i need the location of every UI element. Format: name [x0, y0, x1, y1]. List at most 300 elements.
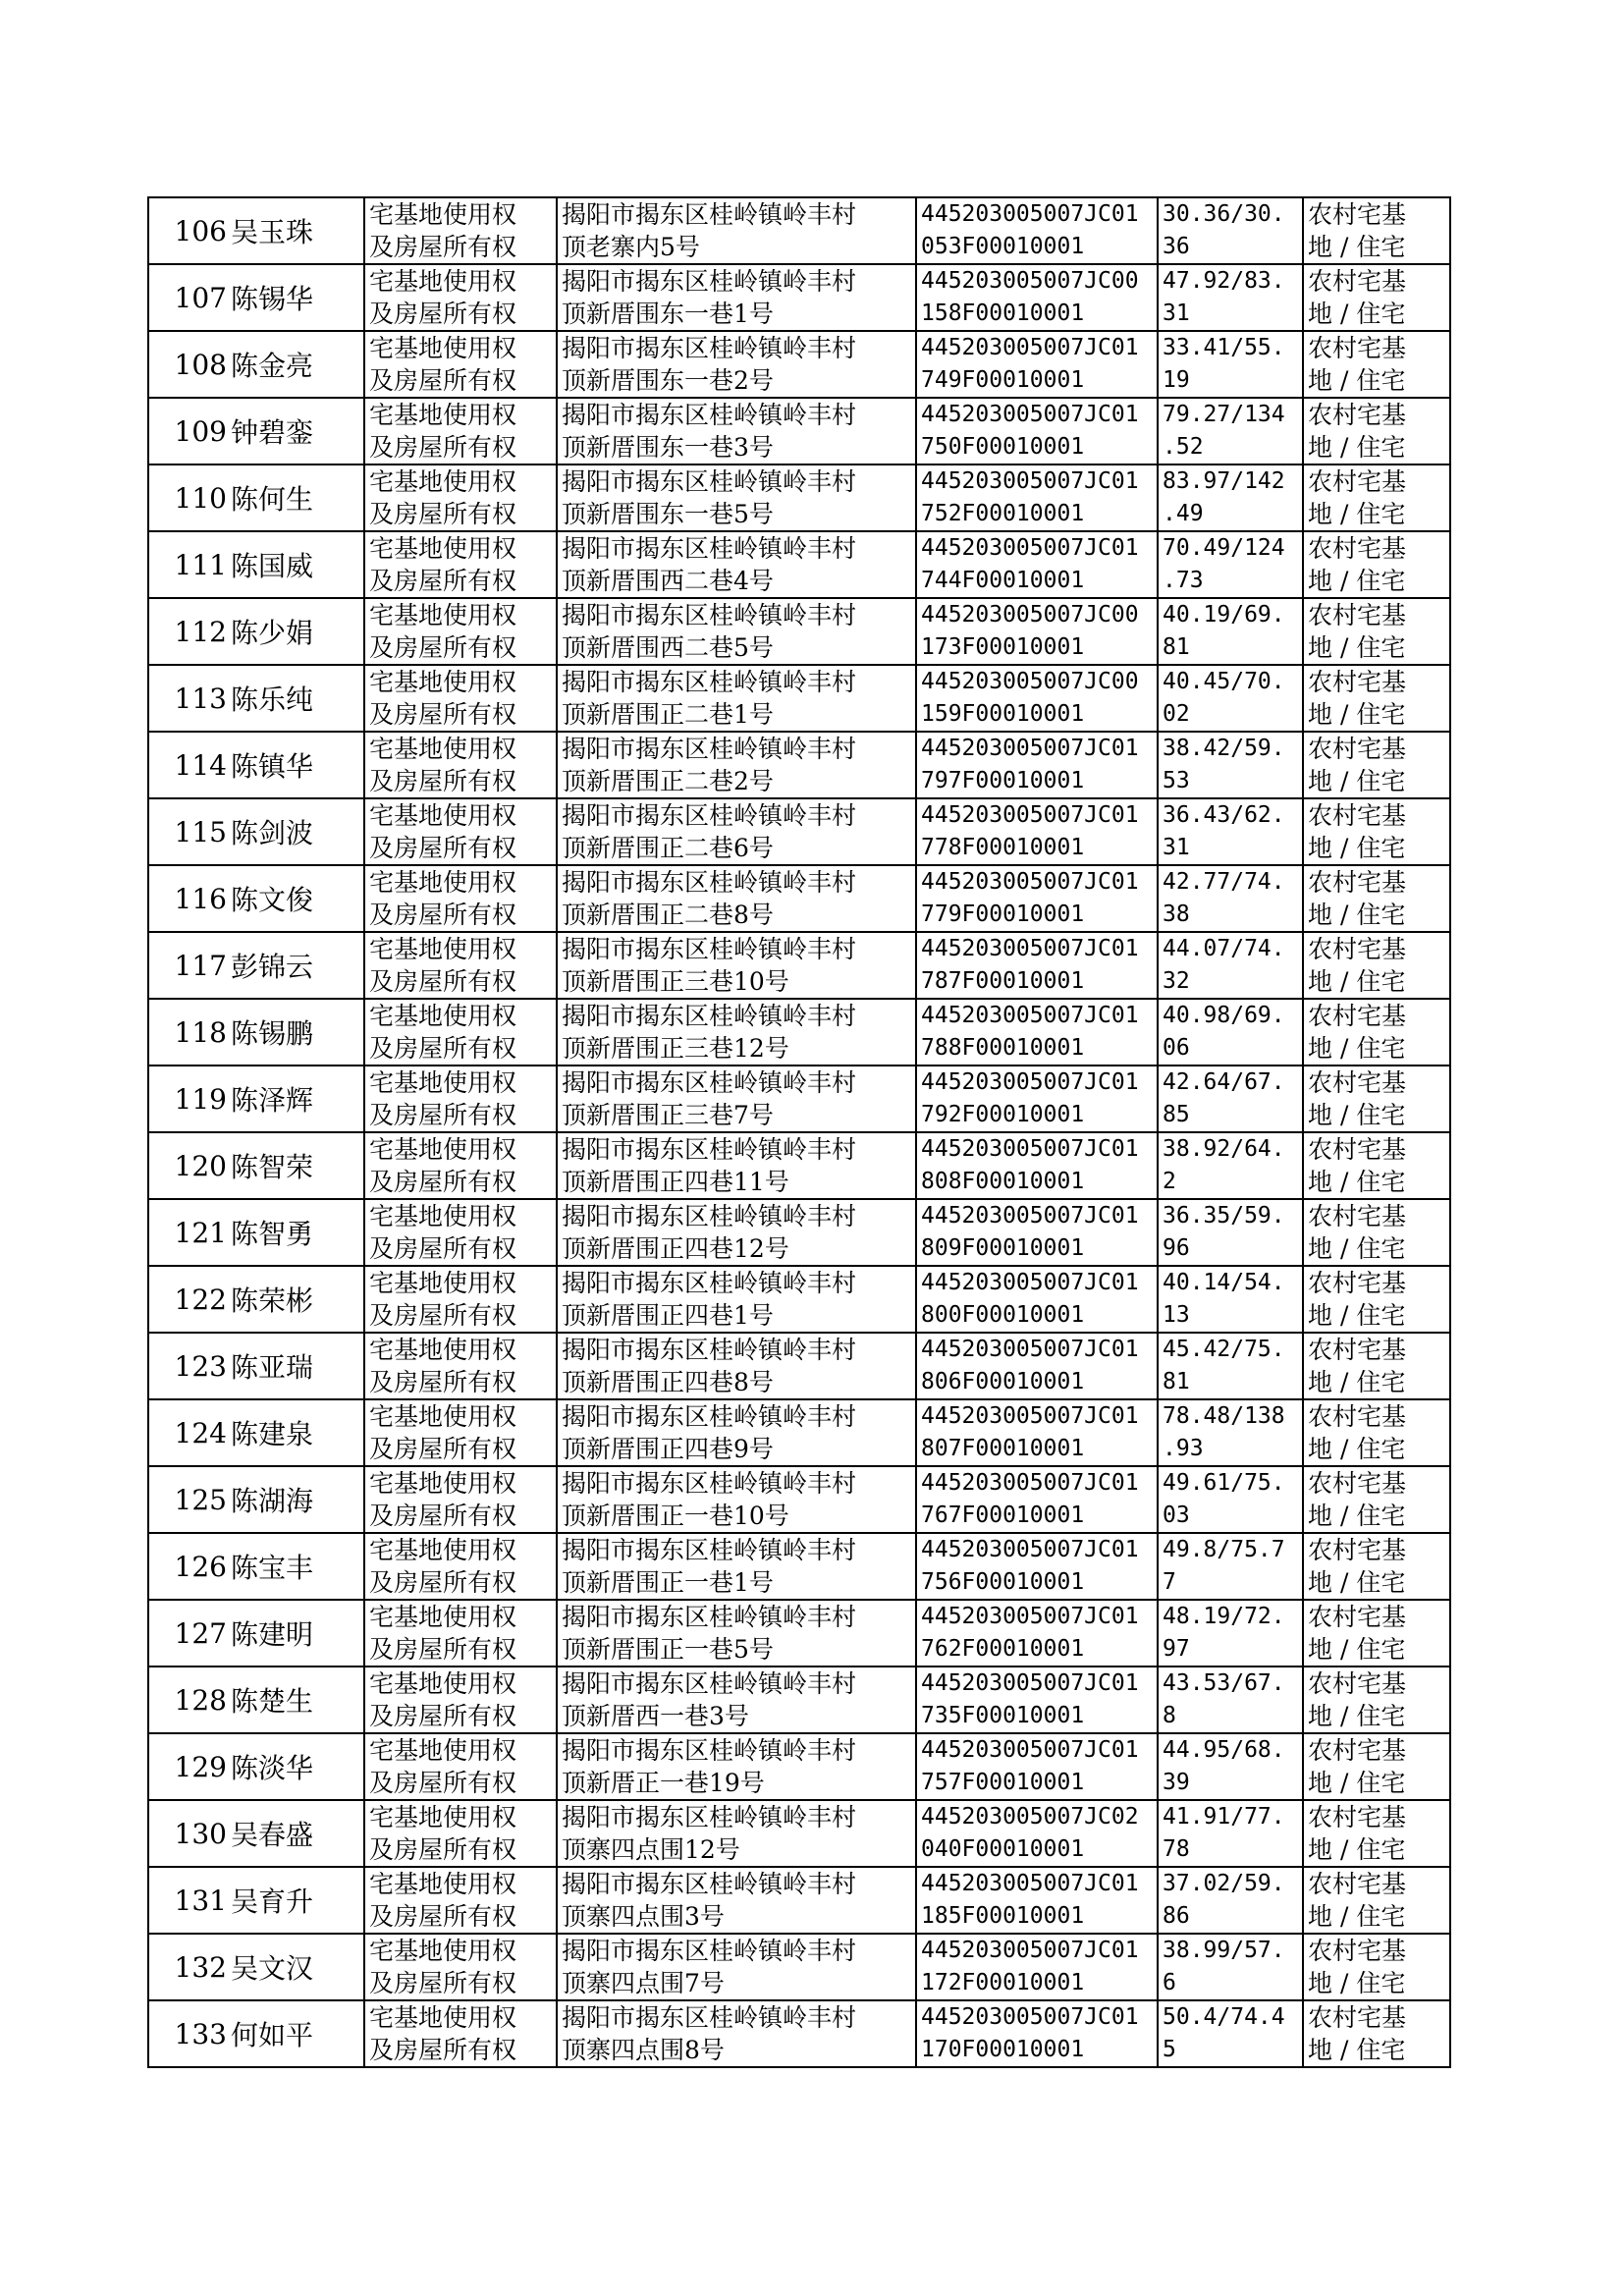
property-code-line-2: 757F00010001: [921, 1770, 1085, 1795]
right-type-line-2: 及房屋所有权: [369, 967, 517, 996]
table-row: [148, 331, 1450, 398]
row-number-cell: 120: [148, 1132, 229, 1199]
owner-name-cell: 陈楚生: [229, 1667, 364, 1733]
land-use-line-2: 地 / 住宅: [1308, 834, 1406, 862]
property-code-cell: [916, 398, 1158, 464]
right-type-line-1: 宅基地使用权: [369, 334, 517, 362]
table-row: [148, 1399, 1450, 1466]
row-number-cell: 106: [148, 197, 229, 264]
area-line-1: 40.19/69.: [1163, 602, 1285, 628]
table-row: [148, 598, 1450, 665]
right-type-line-2: 及房屋所有权: [369, 366, 517, 395]
area-line-2: 78: [1163, 1836, 1190, 1862]
area-cell: [1158, 1399, 1303, 1466]
property-code-line-2: 788F00010001: [921, 1035, 1085, 1061]
area-line-2: 32: [1163, 968, 1190, 994]
table-row: [148, 1132, 1450, 1199]
address-line-2: 顶新厝围东一巷1号: [562, 300, 774, 328]
right-type-cell: [364, 865, 557, 932]
row-number-cell: 121: [148, 1199, 229, 1266]
row-number-cell: 115: [148, 798, 229, 865]
property-code-line-1: 445203005007JC01: [921, 1537, 1139, 1562]
table-row: [148, 1266, 1450, 1333]
address-line-2: 顶新厝围正四巷8号: [562, 1368, 774, 1396]
property-code-line-1: 445203005007JC01: [921, 468, 1139, 494]
right-type-line-1: 宅基地使用权: [369, 935, 517, 963]
area-line-2: 53: [1163, 768, 1190, 793]
land-use-line-1: 农村宅基: [1308, 1269, 1407, 1297]
property-code-line-1: 445203005007JC01: [921, 1670, 1139, 1696]
land-use-line-1: 农村宅基: [1308, 668, 1407, 696]
address-line-2: 顶新厝正一巷19号: [562, 1769, 765, 1797]
area-line-1: 42.64/67.: [1163, 1069, 1285, 1095]
land-use-line-2: 地 / 住宅: [1308, 700, 1406, 729]
right-type-line-2: 及房屋所有权: [369, 901, 517, 929]
property-code-line-2: 762F00010001: [921, 1636, 1085, 1662]
right-type-line-1: 宅基地使用权: [369, 668, 517, 696]
area-line-2: 2: [1163, 1169, 1176, 1194]
land-use-line-2: 地 / 住宅: [1308, 633, 1406, 662]
land-use-line-1: 农村宅基: [1308, 601, 1407, 629]
owner-name-cell: 陈湖海: [229, 1466, 364, 1533]
table-row: [148, 1667, 1450, 1733]
right-type-line-2: 及房屋所有权: [369, 1969, 517, 1997]
right-type-line-1: 宅基地使用权: [369, 467, 517, 496]
area-line-2: 19: [1163, 367, 1190, 393]
property-code-line-1: 445203005007JC01: [921, 802, 1139, 828]
address-line-2: 顶新厝围西二巷5号: [562, 633, 774, 662]
right-type-line-2: 及房屋所有权: [369, 1368, 517, 1396]
address-cell: [557, 598, 916, 665]
row-number-cell: 110: [148, 464, 229, 531]
area-line-2: 5: [1163, 2037, 1176, 2062]
property-code-line-1: 445203005007JC01: [921, 1069, 1139, 1095]
area-line-2: 06: [1163, 1035, 1190, 1061]
property-code-line-1: 445203005007JC01: [921, 736, 1139, 761]
address-cell: [557, 665, 916, 732]
right-type-line-2: 及房屋所有权: [369, 834, 517, 862]
right-type-cell: [364, 1333, 557, 1399]
address-line-2: 顶新厝围正二巷1号: [562, 700, 774, 729]
area-cell: [1158, 331, 1303, 398]
area-line-2: 03: [1163, 1503, 1190, 1528]
row-number-cell: 113: [148, 665, 229, 732]
right-type-line-1: 宅基地使用权: [369, 601, 517, 629]
address-cell: [557, 1800, 916, 1867]
property-code-line-1: 445203005007JC01: [921, 1470, 1139, 1496]
owner-name-cell: 陈何生: [229, 464, 364, 531]
right-type-line-1: 宅基地使用权: [369, 401, 517, 429]
area-cell: [1158, 1934, 1303, 2000]
land-use-line-1: 农村宅基: [1308, 868, 1407, 897]
right-type-line-1: 宅基地使用权: [369, 1603, 517, 1631]
right-type-cell: [364, 1733, 557, 1800]
land-use-cell: [1303, 732, 1450, 798]
table-row: [148, 1600, 1450, 1667]
property-code-line-2: 778F00010001: [921, 835, 1085, 860]
land-use-line-2: 地 / 住宅: [1308, 1835, 1406, 1864]
land-use-line-1: 农村宅基: [1308, 1536, 1407, 1564]
land-use-cell: [1303, 331, 1450, 398]
land-use-line-1: 农村宅基: [1308, 735, 1407, 763]
address-line-1: 揭阳市揭东区桂岭镇岭丰村: [562, 801, 857, 830]
address-line-2: 顶新厝围正三巷10号: [562, 967, 789, 996]
land-use-line-2: 地 / 住宅: [1308, 433, 1406, 462]
property-code-line-1: 445203005007JC01: [921, 869, 1139, 895]
row-number-cell: 131: [148, 1867, 229, 1934]
right-type-line-1: 宅基地使用权: [369, 1736, 517, 1765]
address-line-2: 顶老寨内5号: [562, 233, 700, 261]
right-type-cell: [364, 531, 557, 598]
area-line-1: 40.98/69.: [1163, 1003, 1285, 1028]
owner-name-cell: 陈镇华: [229, 732, 364, 798]
table-row: [148, 464, 1450, 531]
address-line-2: 顶新厝围正二巷6号: [562, 834, 774, 862]
address-line-1: 揭阳市揭东区桂岭镇岭丰村: [562, 2003, 857, 2032]
property-code-line-1: 445203005007JC01: [921, 1604, 1139, 1629]
address-cell: [557, 1667, 916, 1733]
right-type-line-2: 及房屋所有权: [369, 233, 517, 261]
right-type-line-2: 及房屋所有权: [369, 1769, 517, 1797]
right-type-line-1: 宅基地使用权: [369, 1937, 517, 1965]
right-type-cell: [364, 398, 557, 464]
right-type-line-2: 及房屋所有权: [369, 1902, 517, 1931]
area-line-2: 13: [1163, 1302, 1190, 1328]
right-type-line-2: 及房屋所有权: [369, 2036, 517, 2064]
owner-name-cell: 陈乐纯: [229, 665, 364, 732]
address-line-2: 顶新厝围正四巷11号: [562, 1168, 789, 1196]
owner-name-cell: 陈剑波: [229, 798, 364, 865]
area-line-2: 31: [1163, 301, 1190, 326]
table-row: [148, 932, 1450, 999]
area-line-1: 36.43/62.: [1163, 802, 1285, 828]
property-code-cell: [916, 331, 1158, 398]
land-use-line-1: 农村宅基: [1308, 1336, 1407, 1364]
owner-name-cell: 陈宝丰: [229, 1533, 364, 1600]
property-code-cell: [916, 264, 1158, 331]
right-type-line-1: 宅基地使用权: [369, 1002, 517, 1030]
right-type-cell: [364, 1800, 557, 1867]
property-code-line-2: 800F00010001: [921, 1302, 1085, 1328]
right-type-line-1: 宅基地使用权: [369, 735, 517, 763]
row-number-cell: 112: [148, 598, 229, 665]
property-code-line-1: 445203005007JC01: [921, 1270, 1139, 1295]
land-use-cell: [1303, 1867, 1450, 1934]
land-use-line-2: 地 / 住宅: [1308, 1502, 1406, 1530]
right-type-line-1: 宅基地使用权: [369, 801, 517, 830]
area-cell: [1158, 197, 1303, 264]
right-type-line-2: 及房屋所有权: [369, 767, 517, 795]
area-cell: [1158, 2000, 1303, 2067]
address-line-1: 揭阳市揭东区桂岭镇岭丰村: [562, 1870, 857, 1898]
address-cell: [557, 1600, 916, 1667]
area-line-1: 83.97/142: [1163, 468, 1285, 494]
area-line-2: 02: [1163, 701, 1190, 727]
property-code-line-1: 445203005007JC01: [921, 936, 1139, 961]
address-cell: [557, 999, 916, 1066]
land-use-line-2: 地 / 住宅: [1308, 1435, 1406, 1463]
address-cell: [557, 1934, 916, 2000]
property-code-line-2: 807F00010001: [921, 1436, 1085, 1461]
table-row: [148, 999, 1450, 1066]
land-use-line-2: 地 / 住宅: [1308, 1568, 1406, 1597]
row-number-cell: 118: [148, 999, 229, 1066]
right-type-cell: [364, 999, 557, 1066]
right-type-cell: [364, 2000, 557, 2067]
right-type-line-1: 宅基地使用权: [369, 1469, 517, 1498]
property-code-line-2: 053F00010001: [921, 234, 1085, 259]
owner-name-cell: 陈建泉: [229, 1399, 364, 1466]
right-type-line-2: 及房屋所有权: [369, 1435, 517, 1463]
property-code-line-1: 445203005007JC01: [921, 1871, 1139, 1896]
right-type-line-1: 宅基地使用权: [369, 267, 517, 296]
land-use-cell: [1303, 464, 1450, 531]
address-line-1: 揭阳市揭东区桂岭镇岭丰村: [562, 467, 857, 496]
address-line-1: 揭阳市揭东区桂岭镇岭丰村: [562, 1336, 857, 1364]
property-code-line-1: 445203005007JC01: [921, 1136, 1139, 1162]
property-code-line-2: 172F00010001: [921, 1970, 1085, 1995]
land-use-cell: [1303, 1733, 1450, 1800]
area-line-2: 86: [1163, 1903, 1190, 1929]
area-line-1: 48.19/72.: [1163, 1604, 1285, 1629]
property-code-line-2: 173F00010001: [921, 634, 1085, 660]
right-type-cell: [364, 1132, 557, 1199]
land-use-line-1: 农村宅基: [1308, 1870, 1407, 1898]
property-code-line-2: 735F00010001: [921, 1703, 1085, 1728]
area-line-2: 36: [1163, 234, 1190, 259]
address-line-1: 揭阳市揭东区桂岭镇岭丰村: [562, 267, 857, 296]
right-type-line-1: 宅基地使用权: [369, 1536, 517, 1564]
land-use-cell: [1303, 1600, 1450, 1667]
right-type-line-1: 宅基地使用权: [369, 1336, 517, 1364]
owner-name-cell: 陈智勇: [229, 1199, 364, 1266]
property-code-cell: [916, 1066, 1158, 1132]
land-use-line-2: 地 / 住宅: [1308, 1769, 1406, 1797]
address-cell: [557, 464, 916, 531]
property-code-cell: [916, 598, 1158, 665]
property-code-line-2: 806F00010001: [921, 1369, 1085, 1394]
area-line-1: 38.99/57.: [1163, 1938, 1285, 1963]
property-code-cell: [916, 1132, 1158, 1199]
row-number-cell: 126: [148, 1533, 229, 1600]
land-use-line-2: 地 / 住宅: [1308, 1702, 1406, 1730]
land-use-line-1: 农村宅基: [1308, 1135, 1407, 1164]
row-number-cell: 109: [148, 398, 229, 464]
row-number-cell: 125: [148, 1466, 229, 1533]
property-code-cell: [916, 999, 1158, 1066]
land-use-line-1: 农村宅基: [1308, 1202, 1407, 1230]
land-use-cell: [1303, 1533, 1450, 1600]
address-line-1: 揭阳市揭东区桂岭镇岭丰村: [562, 735, 857, 763]
address-line-2: 顶新厝围正三巷7号: [562, 1101, 774, 1129]
owner-name-cell: 吴文汉: [229, 1934, 364, 2000]
right-type-cell: [364, 264, 557, 331]
registration-table: [147, 196, 1451, 2068]
area-line-1: 36.35/59.: [1163, 1203, 1285, 1229]
area-cell: [1158, 1800, 1303, 1867]
right-type-line-1: 宅基地使用权: [369, 1135, 517, 1164]
table-row: [148, 1800, 1450, 1867]
address-line-1: 揭阳市揭东区桂岭镇岭丰村: [562, 1937, 857, 1965]
owner-name-cell: 陈建明: [229, 1600, 364, 1667]
property-code-line-2: 749F00010001: [921, 367, 1085, 393]
land-use-cell: [1303, 999, 1450, 1066]
area-line-2: 81: [1163, 1369, 1190, 1394]
area-line-1: 40.45/70.: [1163, 669, 1285, 694]
area-line-1: 49.8/75.7: [1163, 1537, 1285, 1562]
area-line-1: 70.49/124: [1163, 535, 1285, 561]
table-row: [148, 665, 1450, 732]
right-type-line-2: 及房屋所有权: [369, 1034, 517, 1063]
address-line-1: 揭阳市揭东区桂岭镇岭丰村: [562, 1736, 857, 1765]
property-code-cell: [916, 1800, 1158, 1867]
address-line-2: 顶寨四点围8号: [562, 2036, 725, 2064]
property-code-cell: [916, 531, 1158, 598]
owner-name-cell: 钟碧銮: [229, 398, 364, 464]
table-row: [148, 531, 1450, 598]
area-cell: [1158, 1199, 1303, 1266]
address-line-2: 顶新厝围正四巷1号: [562, 1301, 774, 1330]
address-line-1: 揭阳市揭东区桂岭镇岭丰村: [562, 334, 857, 362]
area-line-2: 81: [1163, 634, 1190, 660]
right-type-line-2: 及房屋所有权: [369, 1835, 517, 1864]
land-use-line-2: 地 / 住宅: [1308, 2036, 1406, 2064]
land-use-line-2: 地 / 住宅: [1308, 1301, 1406, 1330]
property-code-cell: [916, 1867, 1158, 1934]
area-line-2: .93: [1163, 1436, 1204, 1461]
property-code-cell: [916, 932, 1158, 999]
land-use-line-2: 地 / 住宅: [1308, 1234, 1406, 1263]
address-line-2: 顶新厝围西二巷4号: [562, 567, 774, 595]
land-use-line-1: 农村宅基: [1308, 401, 1407, 429]
land-use-line-2: 地 / 住宅: [1308, 1969, 1406, 1997]
property-code-line-2: 808F00010001: [921, 1169, 1085, 1194]
right-type-line-1: 宅基地使用权: [369, 200, 517, 229]
land-use-line-2: 地 / 住宅: [1308, 967, 1406, 996]
table-body: [148, 197, 1450, 2067]
area-line-1: 44.07/74.: [1163, 936, 1285, 961]
right-type-line-1: 宅基地使用权: [369, 1202, 517, 1230]
right-type-line-1: 宅基地使用权: [369, 534, 517, 563]
land-use-cell: [1303, 1466, 1450, 1533]
row-number-cell: 124: [148, 1399, 229, 1466]
land-use-cell: [1303, 2000, 1450, 2067]
row-number-cell: 128: [148, 1667, 229, 1733]
property-code-cell: [916, 1533, 1158, 1600]
property-code-line-2: 787F00010001: [921, 968, 1085, 994]
land-use-line-1: 农村宅基: [1308, 1002, 1407, 1030]
area-line-1: 43.53/67.: [1163, 1670, 1285, 1696]
address-line-1: 揭阳市揭东区桂岭镇岭丰村: [562, 1135, 857, 1164]
area-line-2: .73: [1163, 568, 1204, 593]
right-type-cell: [364, 1466, 557, 1533]
area-cell: [1158, 598, 1303, 665]
address-line-2: 顶新厝围东一巷2号: [562, 366, 774, 395]
land-use-cell: [1303, 598, 1450, 665]
land-use-cell: [1303, 264, 1450, 331]
area-line-1: 37.02/59.: [1163, 1871, 1285, 1896]
area-line-1: 42.77/74.: [1163, 869, 1285, 895]
area-line-1: 30.36/30.: [1163, 201, 1285, 227]
property-code-line-2: 779F00010001: [921, 902, 1085, 927]
right-type-cell: [364, 1199, 557, 1266]
owner-name-cell: 陈智荣: [229, 1132, 364, 1199]
address-line-2: 顶寨四点围12号: [562, 1835, 740, 1864]
address-line-1: 揭阳市揭东区桂岭镇岭丰村: [562, 1068, 857, 1097]
property-code-line-2: 767F00010001: [921, 1503, 1085, 1528]
land-use-cell: [1303, 1934, 1450, 2000]
land-use-cell: [1303, 665, 1450, 732]
land-use-line-1: 农村宅基: [1308, 2003, 1407, 2032]
owner-name-cell: 吴春盛: [229, 1800, 364, 1867]
area-cell: [1158, 1867, 1303, 1934]
right-type-cell: [364, 1867, 557, 1934]
area-line-2: 31: [1163, 835, 1190, 860]
right-type-line-2: 及房屋所有权: [369, 1301, 517, 1330]
address-cell: [557, 2000, 916, 2067]
address-cell: [557, 1733, 916, 1800]
table-row: [148, 732, 1450, 798]
land-use-line-2: 地 / 住宅: [1308, 500, 1406, 528]
address-line-2: 顶新厝围正二巷8号: [562, 901, 774, 929]
property-code-line-1: 445203005007JC01: [921, 1337, 1139, 1362]
address-line-1: 揭阳市揭东区桂岭镇岭丰村: [562, 1469, 857, 1498]
table-row: [148, 798, 1450, 865]
property-code-line-1: 445203005007JC02: [921, 1804, 1139, 1830]
property-code-line-2: 170F00010001: [921, 2037, 1085, 2062]
address-line-2: 顶新厝围正四巷9号: [562, 1435, 774, 1463]
row-number-cell: 119: [148, 1066, 229, 1132]
property-code-line-1: 445203005007JC01: [921, 1403, 1139, 1429]
area-line-2: 7: [1163, 1569, 1176, 1595]
property-code-line-1: 445203005007JC00: [921, 268, 1139, 294]
address-line-1: 揭阳市揭东区桂岭镇岭丰村: [562, 1002, 857, 1030]
right-type-line-1: 宅基地使用权: [369, 2003, 517, 2032]
row-number-cell: 130: [148, 1800, 229, 1867]
land-use-line-2: 地 / 住宅: [1308, 1902, 1406, 1931]
area-cell: [1158, 1667, 1303, 1733]
row-number-cell: 116: [148, 865, 229, 932]
table-row: [148, 1466, 1450, 1533]
property-code-cell: [916, 1733, 1158, 1800]
right-type-line-1: 宅基地使用权: [369, 1870, 517, 1898]
address-cell: [557, 1867, 916, 1934]
area-line-1: 78.48/138: [1163, 1403, 1285, 1429]
land-use-cell: [1303, 1800, 1450, 1867]
right-type-cell: [364, 331, 557, 398]
land-use-line-1: 农村宅基: [1308, 534, 1407, 563]
address-line-2: 顶新厝围正一巷1号: [562, 1568, 774, 1597]
land-use-line-1: 农村宅基: [1308, 267, 1407, 296]
area-cell: [1158, 732, 1303, 798]
owner-name-cell: 陈金亮: [229, 331, 364, 398]
area-line-2: 85: [1163, 1102, 1190, 1127]
area-cell: [1158, 531, 1303, 598]
owner-name-cell: 陈文俊: [229, 865, 364, 932]
right-type-cell: [364, 464, 557, 531]
owner-name-cell: 陈泽辉: [229, 1066, 364, 1132]
land-use-line-2: 地 / 住宅: [1308, 901, 1406, 929]
land-use-line-1: 农村宅基: [1308, 1803, 1407, 1831]
property-code-cell: [916, 1333, 1158, 1399]
address-line-2: 顶新厝围正一巷10号: [562, 1502, 789, 1530]
area-line-1: 79.27/134: [1163, 402, 1285, 427]
address-line-1: 揭阳市揭东区桂岭镇岭丰村: [562, 1803, 857, 1831]
address-cell: [557, 197, 916, 264]
owner-name-cell: 陈国威: [229, 531, 364, 598]
row-number-cell: 114: [148, 732, 229, 798]
property-code-line-2: 756F00010001: [921, 1569, 1085, 1595]
